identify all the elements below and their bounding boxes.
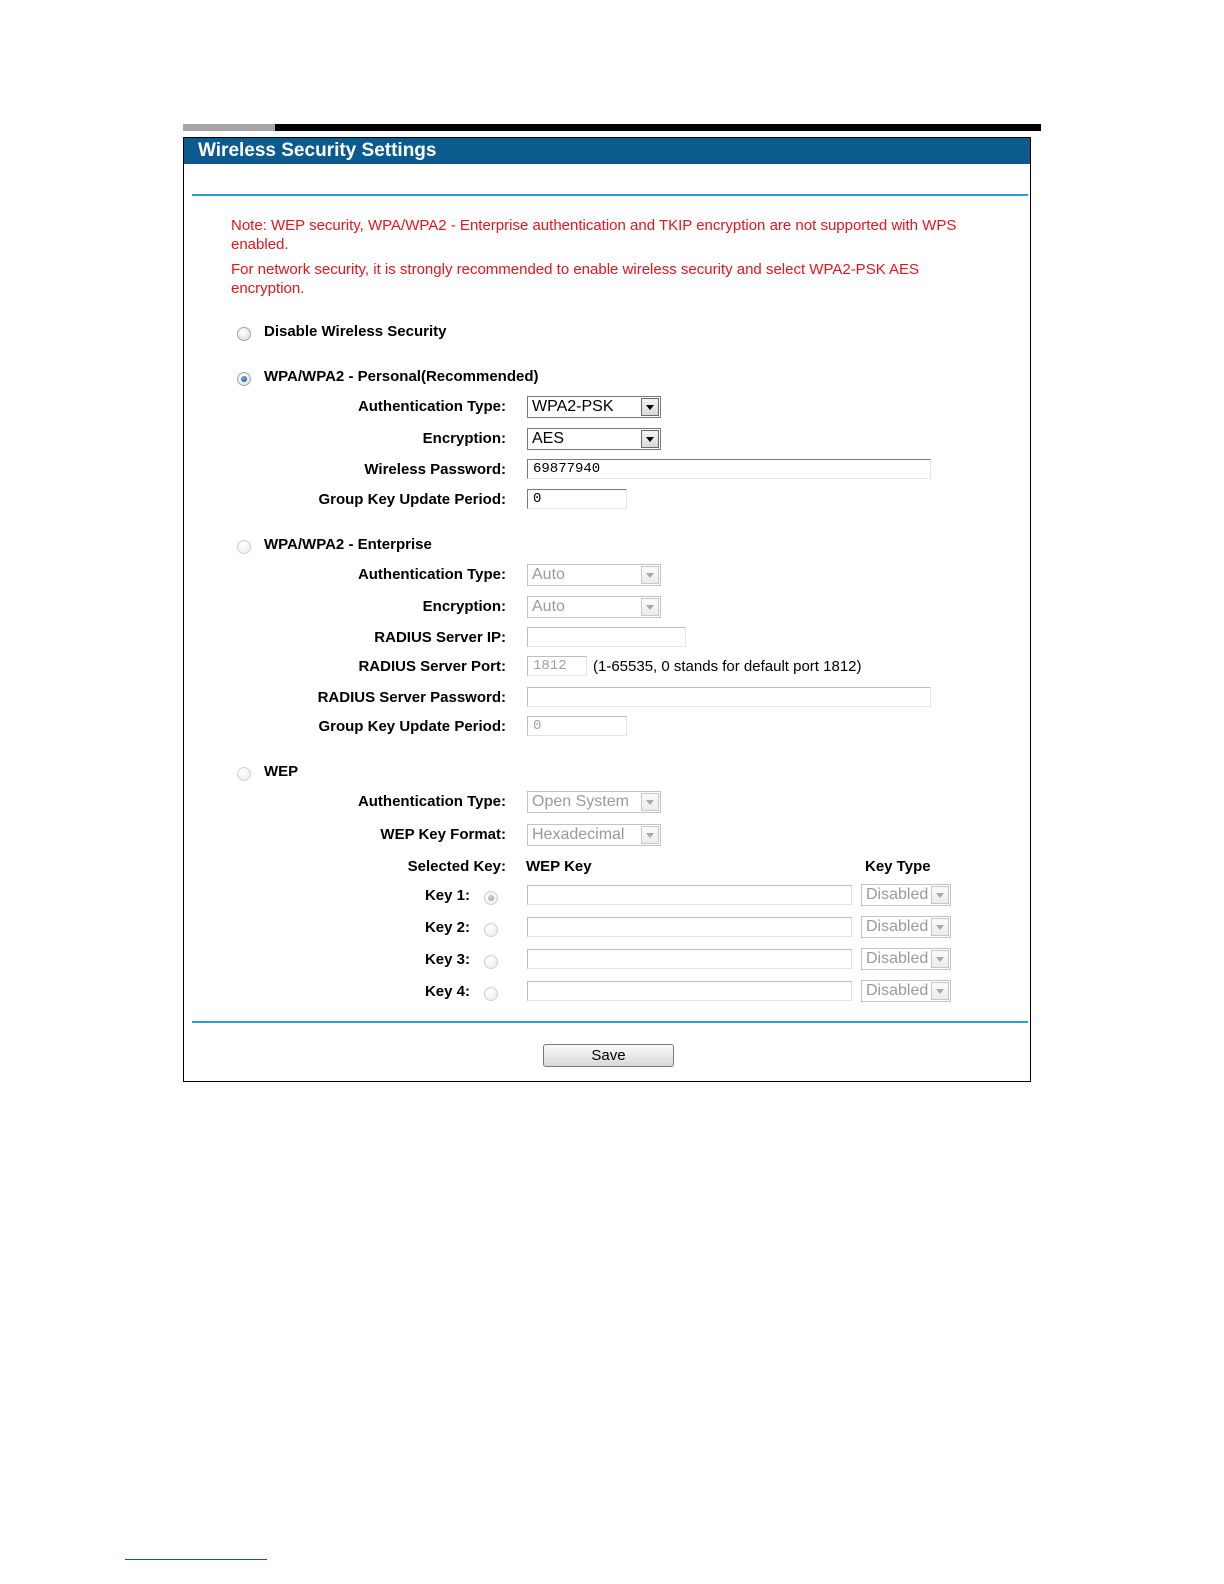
enterprise-encryption-value: Auto [532, 598, 565, 615]
key-3-type-value: Disabled [866, 950, 929, 967]
radius-server-password-label: RADIUS Server Password: [317, 689, 506, 706]
top-bar-black [275, 124, 1041, 131]
key-1-radio[interactable] [484, 891, 498, 905]
wpa-enterprise-radio[interactable] [237, 540, 251, 554]
key-4-label: Key 4: [424, 983, 470, 1000]
key-2-type-select[interactable] [861, 916, 951, 938]
wep-key-format-select[interactable] [527, 824, 661, 846]
radius-server-ip-input[interactable] [527, 627, 686, 647]
wep-auth-type-label: Authentication Type: [357, 793, 506, 810]
radius-server-port-input[interactable]: 1812 [527, 656, 587, 676]
note-recommend: For network security, it is strongly recommended to enable wireless security and select WPA2-PSK AES encryption. [231, 261, 920, 297]
key-4-radio[interactable] [484, 987, 498, 1001]
personal-group-key-label: Group Key Update Period: [318, 491, 506, 508]
chevron-down-icon [931, 918, 949, 936]
save-button[interactable]: Save [543, 1044, 674, 1067]
radius-server-ip-label: RADIUS Server IP: [374, 629, 506, 646]
wireless-password-input[interactable]: 69877940 [527, 459, 931, 479]
key-2-type-value: Disabled [866, 918, 929, 935]
enterprise-auth-type-select[interactable] [527, 564, 661, 586]
key-1-type-select[interactable] [861, 884, 951, 906]
wep-key-format-label: WEP Key Format: [380, 826, 506, 843]
enterprise-auth-type-value: Auto [532, 566, 565, 583]
key-3-input[interactable] [527, 949, 852, 969]
wpa-personal-radio[interactable] [237, 372, 251, 386]
chevron-down-icon [931, 982, 949, 1000]
disable-security-radio[interactable] [237, 327, 251, 341]
radius-server-port-label: RADIUS Server Port: [358, 658, 506, 675]
bottom-divider [192, 1021, 1028, 1023]
key-3-label: Key 3: [424, 951, 470, 968]
chevron-down-icon [641, 430, 659, 448]
key-3-type-select[interactable] [861, 948, 951, 970]
wpa-personal-label: WPA/WPA2 - Personal(Recommended) [264, 368, 539, 385]
wireless-password-label: Wireless Password: [364, 461, 506, 478]
enterprise-group-key-label: Group Key Update Period: [318, 718, 506, 735]
radius-server-password-input[interactable] [527, 687, 931, 707]
note-wps: Note: WEP security, WPA/WPA2 - Enterprise authentication and TKIP encryption are not supported with WPS enabled. [231, 217, 957, 253]
enterprise-encryption-select[interactable] [527, 596, 661, 618]
key-2-radio[interactable] [484, 923, 498, 937]
personal-auth-type-label: Authentication Type: [357, 398, 506, 415]
key-type-header: Key Type [865, 858, 931, 875]
key-2-label: Key 2: [424, 919, 470, 936]
wireless-security-panel [183, 137, 1031, 1082]
key-4-type-value: Disabled [866, 982, 929, 999]
chevron-down-icon [931, 886, 949, 904]
chevron-down-icon [641, 398, 659, 416]
wep-auth-type-value: Open System [532, 793, 629, 810]
key-1-type-value: Disabled [866, 886, 929, 903]
chevron-down-icon [641, 826, 659, 844]
enterprise-group-key-input[interactable]: 0 [527, 716, 627, 736]
key-1-input[interactable] [527, 885, 852, 905]
wep-key-header: WEP Key [526, 858, 592, 875]
chevron-down-icon [931, 950, 949, 968]
wpa-enterprise-label: WPA/WPA2 - Enterprise [264, 536, 432, 553]
personal-auth-type-value: WPA2-PSK [532, 398, 614, 415]
personal-encryption-label: Encryption: [422, 430, 506, 447]
personal-encryption-value: AES [532, 430, 565, 447]
wep-label: WEP [264, 763, 299, 780]
key-1-label: Key 1: [424, 887, 470, 904]
key-2-input[interactable] [527, 917, 852, 937]
top-divider [192, 194, 1028, 196]
chevron-down-icon [641, 566, 659, 584]
radius-port-hint: (1-65535, 0 stands for default port 1812) [593, 658, 862, 675]
disable-security-label: Disable Wireless Security [264, 323, 447, 340]
personal-group-key-input[interactable]: 0 [527, 489, 627, 509]
chevron-down-icon [641, 598, 659, 616]
wep-radio[interactable] [237, 767, 251, 781]
key-3-radio[interactable] [484, 955, 498, 969]
key-4-type-select[interactable] [861, 980, 951, 1002]
top-bar-gray [183, 124, 275, 131]
key-4-input[interactable] [527, 981, 852, 1001]
page-title: Wireless Security Settings [184, 138, 1030, 164]
enterprise-encryption-label: Encryption: [422, 598, 506, 615]
personal-encryption-select[interactable] [527, 428, 661, 450]
selected-key-label: Selected Key: [407, 858, 506, 875]
wep-auth-type-select[interactable] [527, 791, 661, 813]
personal-auth-type-select[interactable] [527, 396, 661, 418]
enterprise-auth-type-label: Authentication Type: [357, 566, 506, 583]
wep-key-format-value: Hexadecimal [532, 826, 625, 843]
chevron-down-icon [641, 793, 659, 811]
footer-link-underline [125, 1559, 267, 1560]
